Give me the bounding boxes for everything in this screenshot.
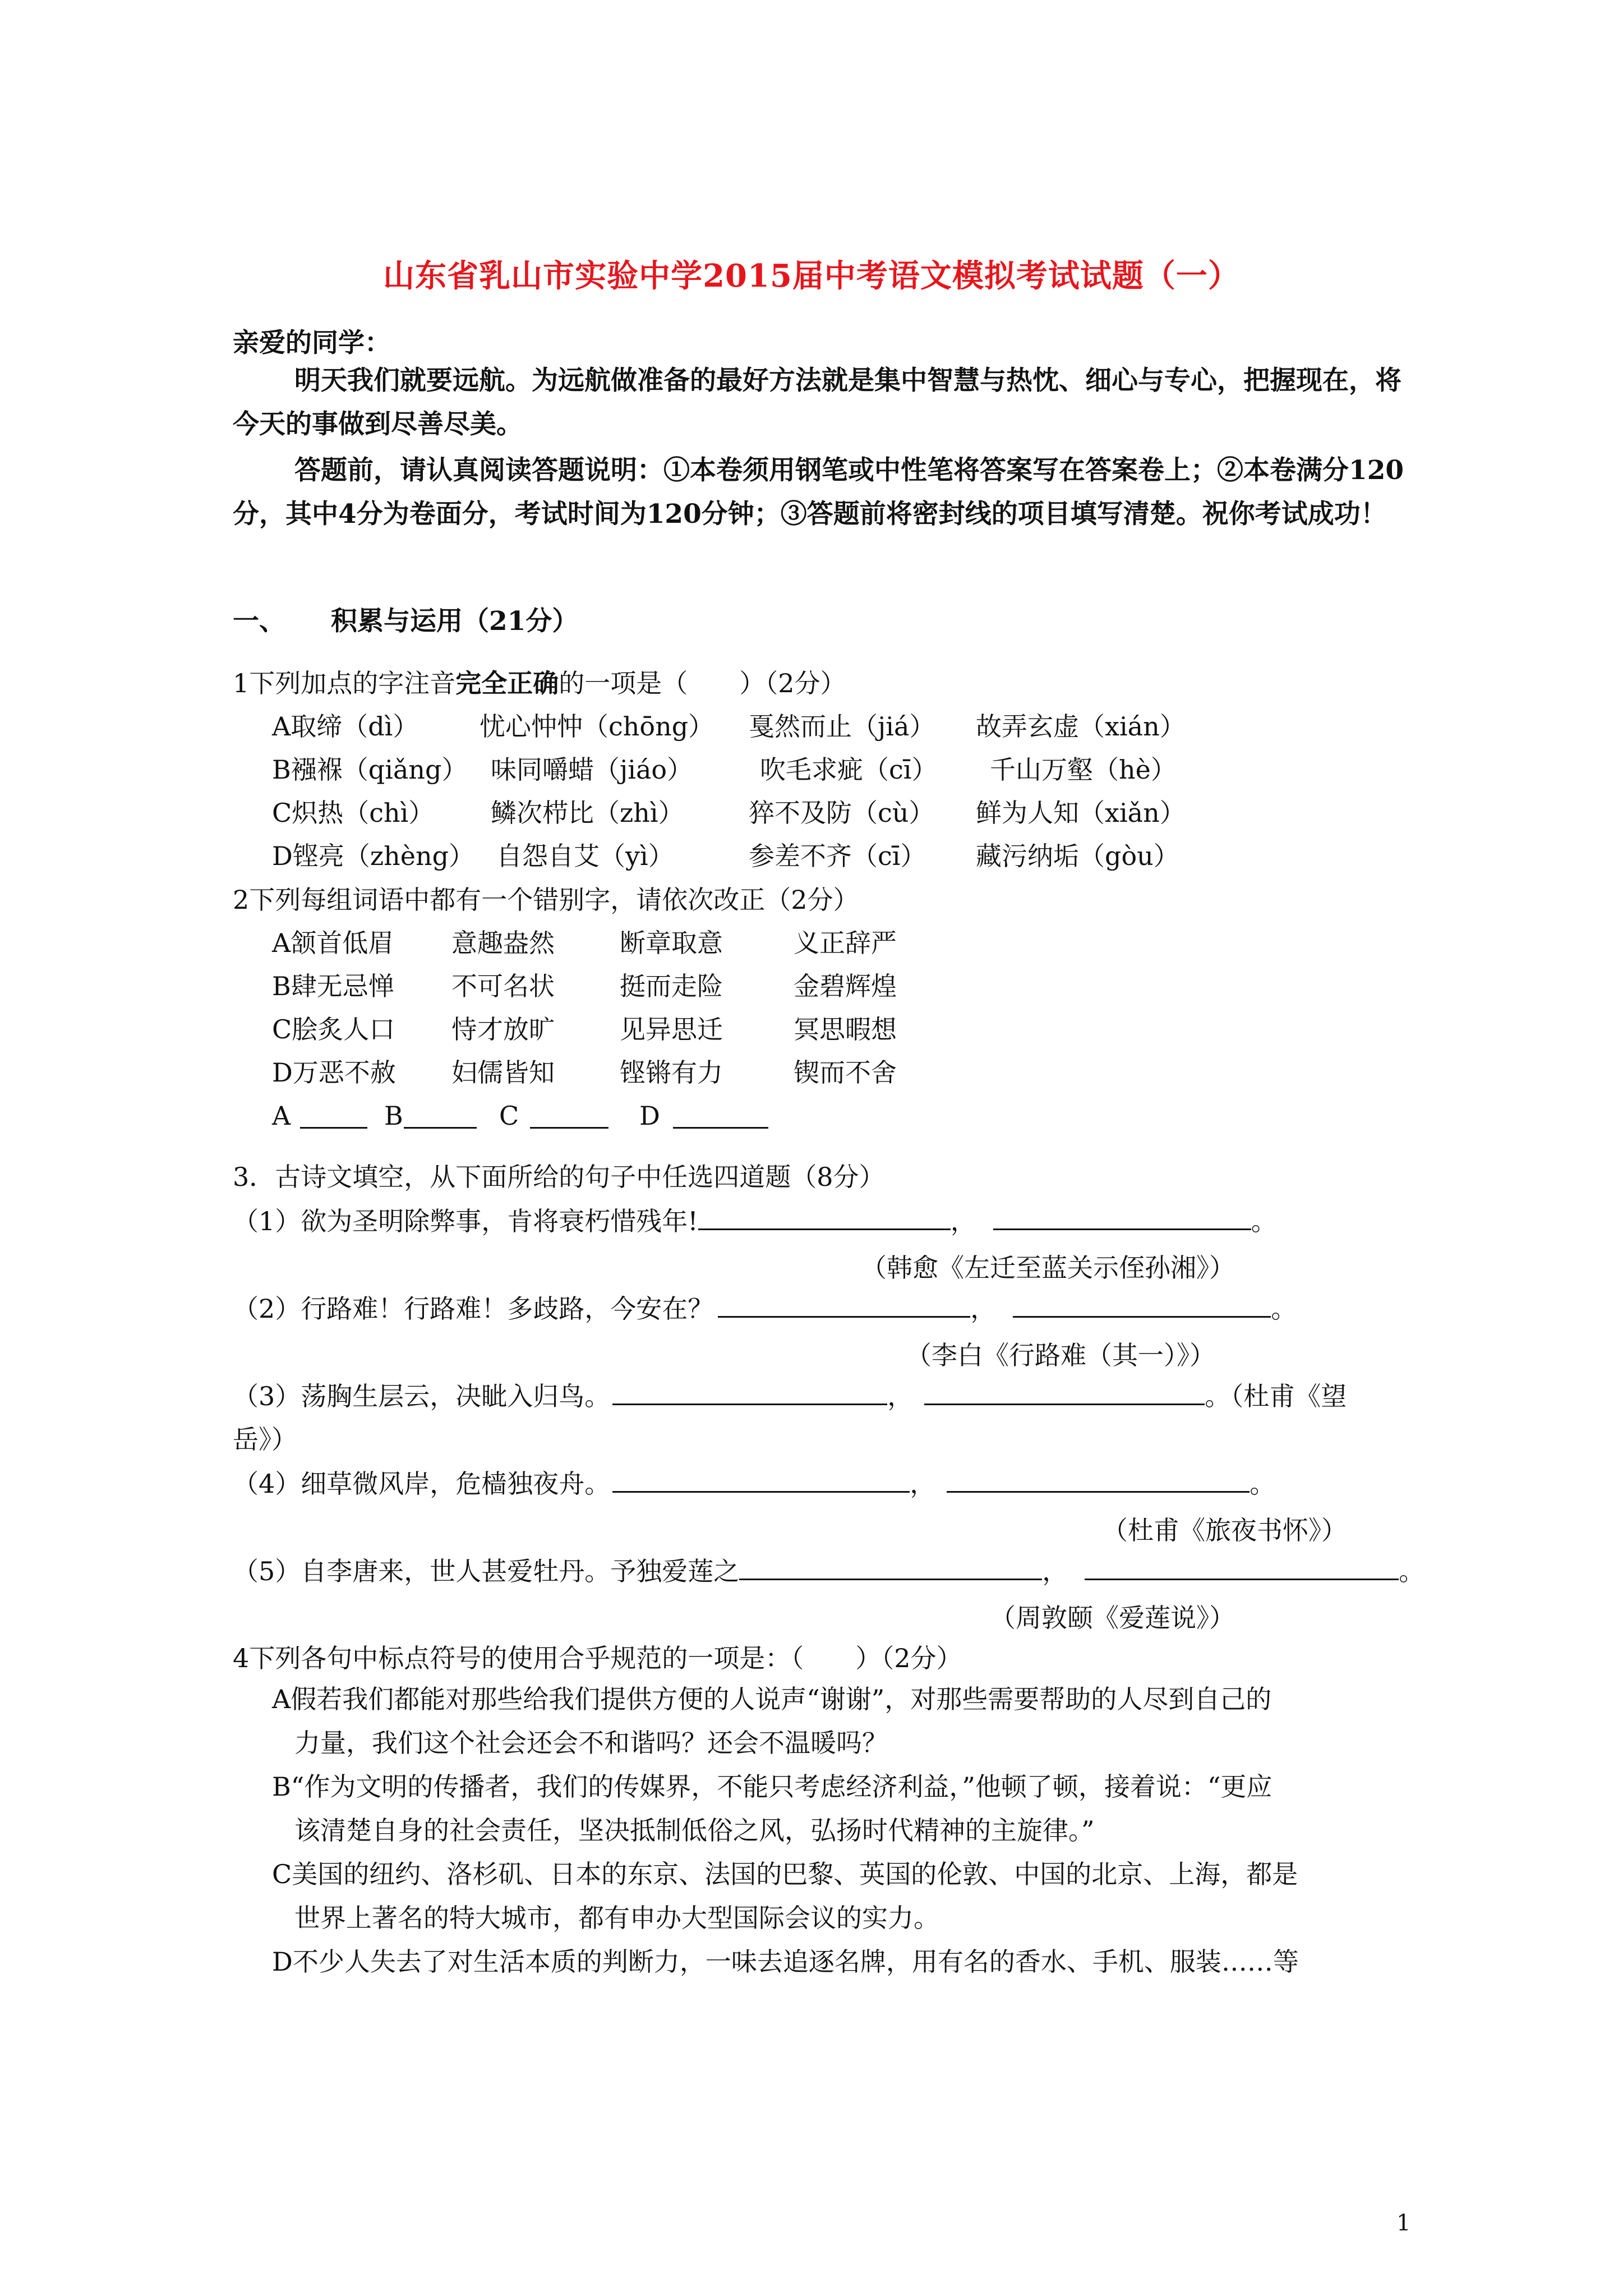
section-1-number: 一、 bbox=[233, 606, 285, 637]
fill-blank[interactable] bbox=[739, 1554, 1042, 1580]
q4-option-a: A假若我们都能对那些给我们提供方便的人说声“谢谢”，对那些需要帮助的人尽到自己的 力量，我们这个社会还会不和谐吗？还会不温暖吗？ bbox=[272, 1684, 1272, 1758]
answer-blank-c[interactable] bbox=[530, 1102, 608, 1129]
intro-paragraph-2: 答题前，请认真阅读答题说明：①本卷须用钢笔或中性笔将答案写在答案卷上；②本卷满分120分，其中4分为卷面分，考试时间为120分钟；③答题前将密封线的项目填写清楚。祝你考试成功！ bbox=[233, 455, 1404, 530]
exam-page: 山东省乳山市实验中学2015届中考语文模拟考试试题（一） 亲爱的同学： 明天我们就要远航。为远航做准备的最好方法就是集中智慧与热忱、细心与专心，把握现在，将今天的事做到尽善尽美。 答题前，请认真阅读答题说明：①本卷须用钢笔或中性笔将答案写在答案卷上；②本卷满分120分，其中4分为卷面分，考试时间为120分钟；③答题前将密封线的项目填写清楚。祝你考试成功！ 一、 积累与运用（21分） 1下列加点的字注音完全正确的一项是（ ）（2分） A取缔（dì） 忧心忡忡（chōng） 戛然而止（jiá） 故弄玄虚（xián） B襁褓（qiǎng） 味同嚼蜡（jiáo） 吹毛求疵（cī） 千山万壑（hè） C炽热（chì） 鳞次栉比（zhì） 猝不及防（cù） 鲜为人知（xiǎn） D铿亮（zhèng） 自怨自艾（yì） 参差不齐（cī） 藏污纳垢（gòu） 2下列每组词语中都有一个错别字，请依次改正（2分） A颔首低眉 意趣盎然 断章取意 义正辞严 B肆无忌惮 不可名状 挺而走险 金碧辉煌 C脍炙人口 恃才放旷 见异思迁 冥思暇想 D万恶不赦 妇儒皆知 铿锵有力 锲而不舍 A B C D 3．古诗文填空，从下面所给的句子中任选四道题（8分） （1）欲为圣明除弊事，肯将衰朽惜残年! ， 。 （韩愈《左迁至蓝关示侄孙湘》） （2）行路难！行路难！多歧路，今安在？ ， 。 （李白《行路难（其一）》） （3）荡胸生层云，决眦入归鸟。 ， 。（杜甫《望 岳》） （4）细草微风岸，危樯独夜舟。 ， 。 （杜甫《旅夜书怀》） （5）自李唐来，世人甚爱牡丹。予独爱莲之 ， 。 （周敦颐《爱莲说》） 4下列各句中标点符号的使用合乎规范的一项是：（ ）（2分） A假若我们都能对那些给我们提供方便的人说声“谢谢”，对那些需要帮助的人尽到自己的 力量，我们这个社会还会不和谐吗？还会不温暖吗？ B“作为文明的传播者，我们的传媒界，不能只考虑经济利益，”他顿了顿，接着说：“更应 该清楚自身的社会责任，坚决抵制低俗之风，弘扬时代精神的主旋律。” C美国的纽约、洛杉矶、日本的东京、法国的巴黎、英国的伦敦、中国的北京、上海，都是 世界上著名的特大城市，都有申办大型国际会议的实力。 D不少人失去了对生活本质的判断力，一味去追逐名牌，用有名的香水、手机、服装……等 1 bbox=[0, 0, 1623, 2296]
q3-item-1: （1）欲为圣明除弊事，肯将衰朽惜残年! ， 。 bbox=[233, 1204, 1277, 1238]
fill-blank[interactable] bbox=[612, 1466, 910, 1493]
emphasis: 完全正确 bbox=[455, 668, 559, 698]
fill-blank[interactable] bbox=[924, 1379, 1205, 1405]
fill-blank[interactable] bbox=[1013, 1291, 1271, 1318]
fill-blank[interactable] bbox=[718, 1291, 970, 1318]
fill-blank[interactable] bbox=[1085, 1554, 1399, 1580]
intro-paragraph-1: 明天我们就要远航。为远航做准备的最好方法就是集中智慧与热忱、细心与专心，把握现在，将今天的事做到尽善尽美。 bbox=[233, 365, 1401, 440]
fill-blank[interactable] bbox=[612, 1379, 887, 1405]
q4-option-c: C美国的纽约、洛杉矶、日本的东京、法国的巴黎、英国的伦敦、中国的北京、上海，都是 世界上著名的特大城市，都有申办大型国际会议的实力。 bbox=[272, 1859, 1298, 1933]
fill-blank[interactable] bbox=[993, 1204, 1251, 1230]
q3-item-3: （3）荡胸生层云，决眦入归鸟。 ， 。（杜甫《望 bbox=[233, 1379, 1347, 1413]
q3-source-2: （李白《行路难（其一）》） bbox=[906, 1340, 1215, 1370]
q3-item-4: （4）细草微风岸，危樯独夜舟。 ， 。 bbox=[233, 1466, 1275, 1501]
fill-blank[interactable] bbox=[698, 1204, 951, 1230]
section-1-title: 积累与运用（21分） bbox=[331, 606, 579, 637]
question-1-stem: 1下列加点的字注音完全正确的一项是（ ）（2分） bbox=[233, 668, 846, 698]
q3-item-2: （2）行路难！行路难！多歧路，今安在？ ， 。 bbox=[233, 1291, 1297, 1326]
q3-item-3-continued: 岳》） bbox=[233, 1424, 297, 1455]
q3-item-5: （5）自李唐来，世人甚爱牡丹。予独爱莲之 ， 。 bbox=[233, 1554, 1424, 1588]
greeting: 亲爱的同学： bbox=[233, 328, 391, 358]
answer-blank-d[interactable] bbox=[673, 1102, 768, 1129]
answer-blank-a[interactable] bbox=[300, 1102, 367, 1129]
answer-blank-b[interactable] bbox=[404, 1102, 477, 1129]
q3-source-5: （周敦颐《爱莲说》） bbox=[990, 1603, 1235, 1633]
q3-source-4: （杜甫《旅夜书怀》） bbox=[1102, 1515, 1347, 1545]
page-title: 山东省乳山市实验中学2015届中考语文模拟考试试题（一） bbox=[383, 257, 1240, 295]
question-2-stem: 2下列每组词语中都有一个错别字，请依次改正（2分） bbox=[233, 885, 859, 915]
fill-blank[interactable] bbox=[947, 1466, 1249, 1493]
q3-source-1: （韩愈《左迁至蓝关示侄孙湘》） bbox=[861, 1253, 1235, 1283]
question-3-stem: 3．古诗文填空，从下面所给的句子中任选四道题（8分） bbox=[233, 1162, 885, 1192]
page-number: 1 bbox=[1396, 2210, 1411, 2236]
q4-option-d: D不少人失去了对生活本质的判断力，一味去追逐名牌，用有名的香水、手机、服装……等 bbox=[272, 1947, 1299, 1977]
q4-option-b: B“作为文明的传播者，我们的传媒界，不能只考虑经济利益，”他顿了顿，接着说：“更应 该清楚自身的社会责任，坚决抵制低俗之风，弘扬时代精神的主旋律。” bbox=[272, 1772, 1272, 1846]
question-4-stem: 4下列各句中标点符号的使用合乎规范的一项是：（ ）（2分） bbox=[233, 1643, 962, 1673]
